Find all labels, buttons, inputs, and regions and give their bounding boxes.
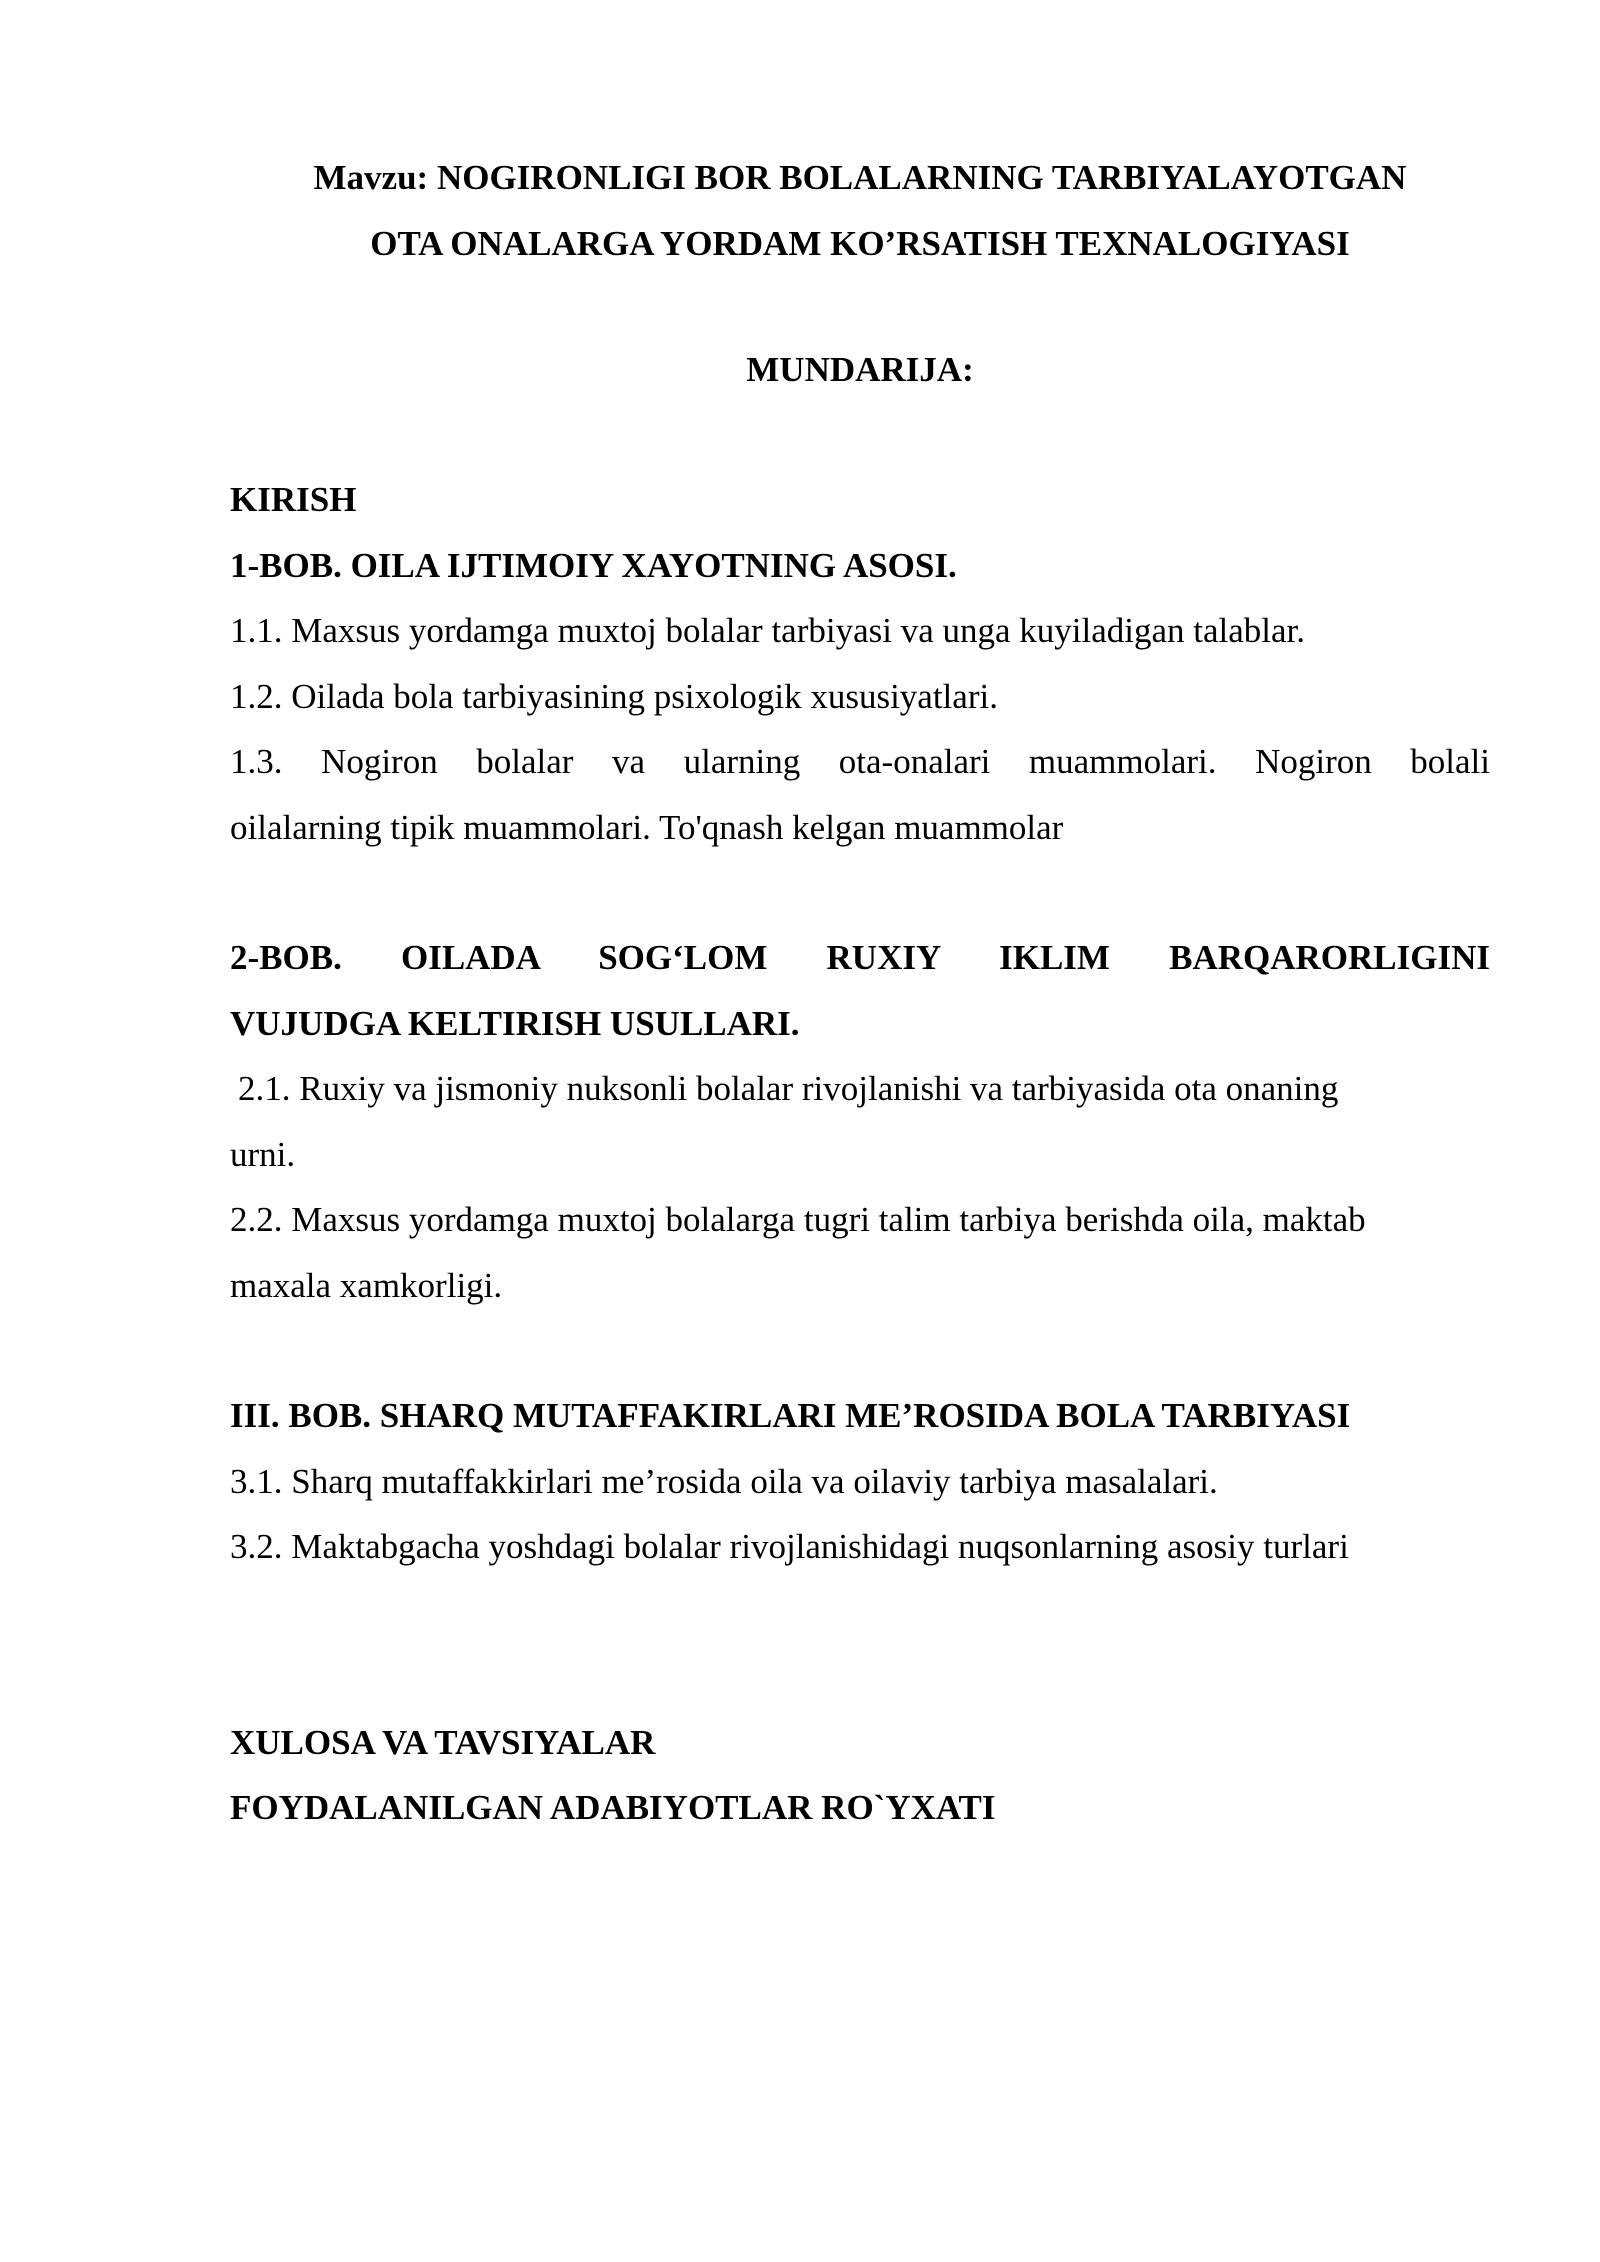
toc-section-1-1: 1.1. Maxsus yordamga muxtoj bolalar tarbiyasi va unga kuyiladigan talablar.: [230, 611, 1306, 650]
table-of-contents-heading: MUNDARIJA:: [746, 350, 974, 389]
toc-entry-kirish: KIRISH: [230, 480, 357, 519]
toc-section-2-2-line-2: maxala xamkorligi.: [230, 1265, 503, 1305]
toc-section-1-2: 1.2. Oilada bola tarbiyasining psixologik xususiyatlari.: [230, 676, 998, 716]
toc-entry-xulosa: XULOSA VA TAVSIYALAR: [230, 1722, 656, 1762]
title-line-1: Mavzu: NOGIRONLIGI BOR BOLALARNING TARBIYALAYOTGAN: [313, 158, 1407, 197]
toc-entry-adabiyotlar: FOYDALANILGAN ADABIYOTLAR RO`YXATI: [230, 1788, 996, 1827]
spacer: [230, 860, 1490, 925]
spacer: [230, 1580, 1490, 1710]
toc-section-3-1: 3.1. Sharq mutaffakkirlari me’rosida oila va oilaviy tarbiya masalalari.: [230, 1461, 1218, 1501]
toc-chapter-2-heading-line-1: 2-BOB. OILADA SOG‘LOM RUXIY IKLIM BARQARORLIGINI: [230, 938, 1490, 977]
toc-chapter-2-heading-line-2: VUJUDGA KELTIRISH USULLARI.: [230, 1003, 800, 1043]
spacer: [230, 1318, 1490, 1383]
toc-section-1-3-line-1: 1.3. Nogiron bolalar va ularning ota-onalari muammolari. Nogiron bolali: [230, 742, 1490, 781]
toc-chapter-1-heading: 1-BOB. OILA IJTIMOIY XAYOTNING ASOSI.: [230, 545, 957, 585]
table-of-contents: [230, 467, 1490, 1841]
toc-section-2-2-line-1: 2.2. Maxsus yordamga muxtoj bolalarga tugri talim tarbiya berishda oila, maktab: [230, 1200, 1366, 1239]
document-title: [230, 145, 1490, 277]
toc-section-2-1-line-2: urni.: [230, 1134, 296, 1174]
toc-section-3-2: 3.2. Maktabgacha yoshdagi bolalar rivojlanishidagi nuqsonlarning asosiy turlari: [230, 1527, 1349, 1566]
toc-section-1-3-line-2: oilalarning tipik muammolari. To'qnash kelgan muammolar: [230, 807, 1064, 847]
toc-section-2-1-line-1: 2.1. Ruxiy va jismoniy nuksonli bolalar rivojlanishi va tarbiyasida ota onaning: [238, 1069, 1339, 1108]
title-line-2: OTA ONALARGA YORDAM KO’RSATISH TEXNALOGIYASI: [370, 224, 1350, 263]
document-content: [230, 145, 1490, 1841]
toc-chapter-3-heading: III. BOB. SHARQ MUTAFFAKIRLARI ME’ROSIDA BOLA TARBIYASI: [230, 1396, 1351, 1435]
